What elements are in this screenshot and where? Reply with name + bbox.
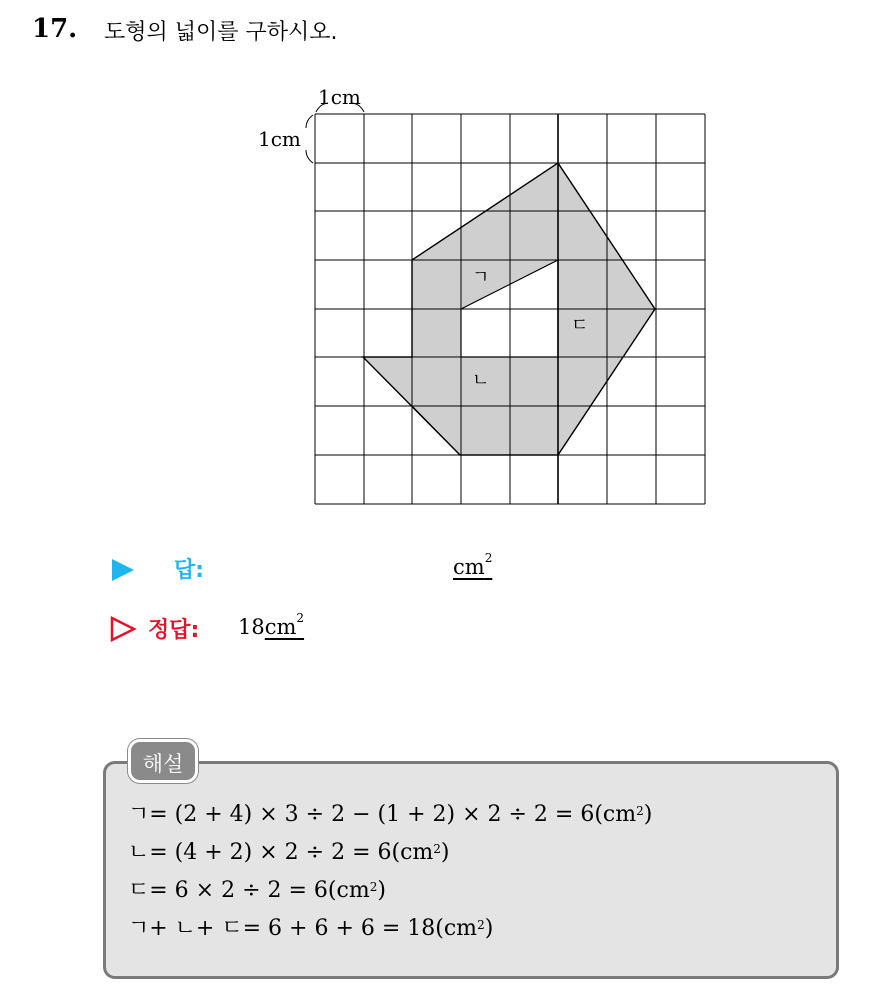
label-top: 1cm [318, 85, 361, 109]
region-label-b: ㄴ [472, 370, 490, 391]
triangle-outline-icon [110, 616, 138, 642]
explanation-line-1: ㄱ= $(2 + 4) \times 3 \div 2 - (1 + 2) \times 2 \div 2 = 6(cm^2)$ [128, 802, 653, 827]
answer-row [108, 552, 608, 586]
region-label-a: ㄱ [472, 267, 490, 288]
explanation-lines [128, 796, 652, 948]
triangle-right-icon [112, 559, 134, 581]
correct-answer-row [108, 612, 608, 648]
explanation-line-4: ㄱ+ ㄴ+ ㄷ= $6 + 6 + 6 = 18(cm^2)$ [128, 916, 494, 941]
explanation-line-3: ㄷ= $6 \times 2 \div 2 = 6(cm^2)$ [128, 878, 386, 903]
explanation-tag: 해설 [128, 739, 198, 783]
explanation-line-2: ㄴ= $(4 + 2) \times 2 \div 2 = 6(cm^2)$ [128, 840, 450, 865]
correct-value: $18cm^2$ [238, 611, 305, 639]
answer-unit[interactable]: $cm^2$ [453, 551, 493, 579]
region-label-c: ㄷ [571, 315, 589, 336]
left-brace [306, 115, 313, 163]
grid-lines [315, 114, 705, 504]
question-text: 도형의 넓이를 구하시오. [104, 20, 338, 45]
answer-label: 답: [174, 558, 205, 583]
correct-label: 정답: [148, 618, 200, 643]
question-number: 17. [32, 14, 78, 44]
label-left: 1cm [258, 127, 301, 151]
